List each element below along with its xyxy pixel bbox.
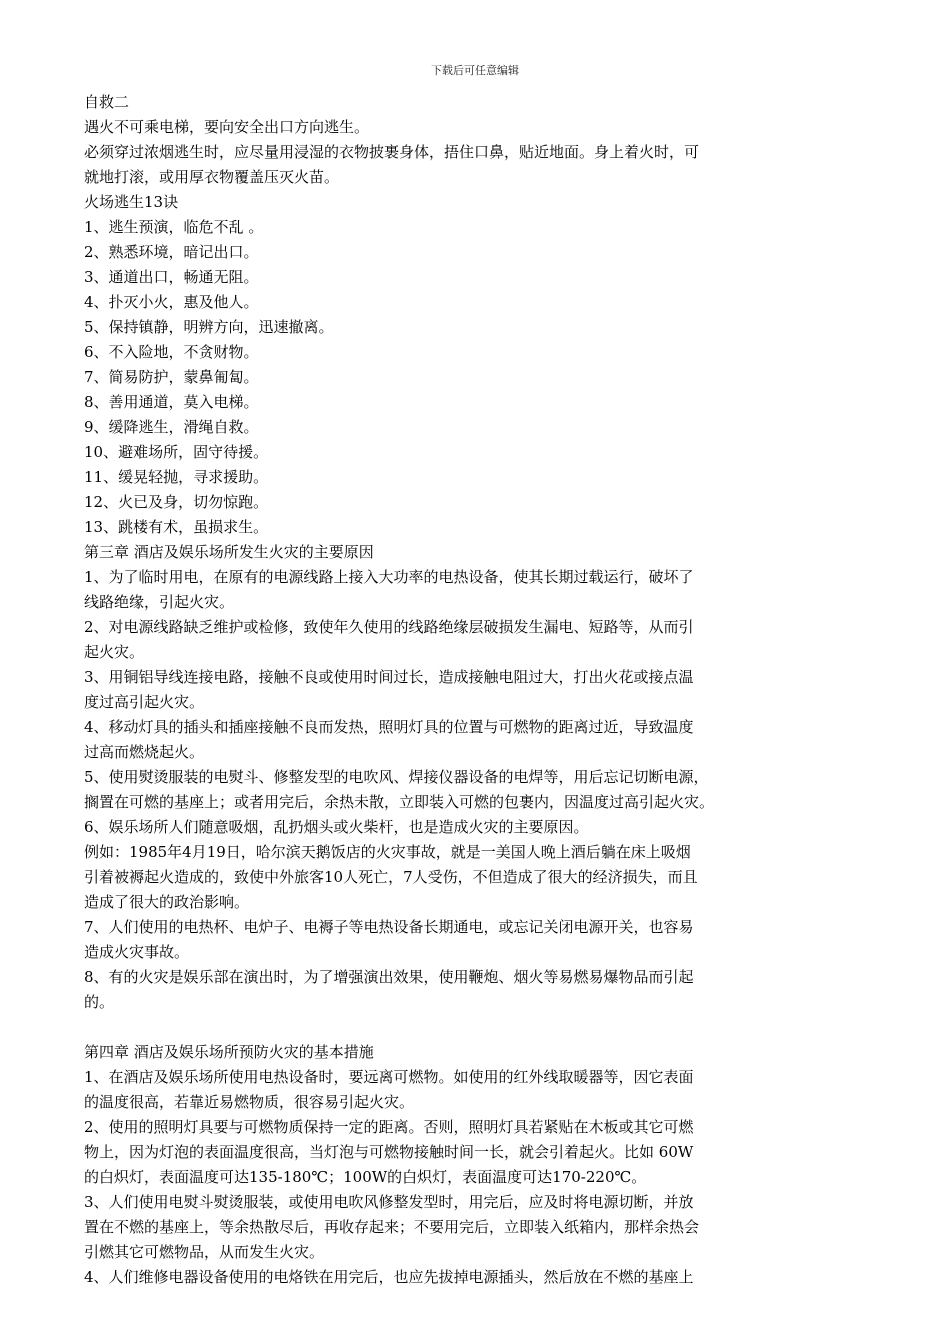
text-line: 搁置在可燃的基座上；或者用完后，余热未散，立即装入可燃的包裹内，因温度过高引起火灾。 bbox=[84, 793, 715, 811]
text-line: 的白炽灯，表面温度可达135-180℃；100W的白炽灯，表面温度可达170-220℃。 bbox=[84, 1168, 647, 1186]
text-line: 置在不燃的基座上，等余热散尽后，再收存起来；不要用完后，立即装入纸箱内，那样余热会 bbox=[84, 1218, 700, 1236]
text-line: 的。 bbox=[84, 993, 115, 1011]
blank-line bbox=[84, 1015, 874, 1040]
text-line: 11、缓晃轻抛，寻求援助。 bbox=[84, 468, 269, 486]
text-line: 起火灾。 bbox=[84, 643, 145, 661]
text-line: 3、人们使用电熨斗熨烫服装，或使用电吹风修整发型时，用完后，应及时将电源切断，并放 bbox=[84, 1193, 694, 1211]
text-line: 过高而燃烧起火。 bbox=[84, 743, 205, 761]
text-line: 物上，因为灯泡的表面温度很高，当灯泡与可燃物接触时间一长，就会引着起火。比如 60W bbox=[84, 1143, 694, 1161]
text-line: 12、火已及身，切勿惊跑。 bbox=[84, 493, 269, 511]
text-line: 例如：1985年4月19日，哈尔滨天鹅饭店的火灾事故，就是一美国人晚上酒后躺在床上吸烟 bbox=[84, 843, 691, 861]
text-line: 3、用铜铝导线连接电路，接触不良或使用时间过长，造成接触电阻过大，打出火花或接点温 bbox=[84, 668, 694, 686]
text-line: 4、人们维修电器设备使用的电烙铁在用完后，也应先拔掉电源插头，然后放在不燃的基座上 bbox=[84, 1268, 694, 1286]
text-line: 6、不入险地，不贪财物。 bbox=[84, 343, 259, 361]
text-line: 1、在酒店及娱乐场所使用电热设备时，要远离可燃物。如使用的红外线取暖器等，因它表面 bbox=[84, 1068, 694, 1086]
text-line: 2、熟悉环境，暗记出口。 bbox=[84, 243, 259, 261]
text-line: 2、使用的照明灯具要与可燃物质保持一定的距离。否则，照明灯具若紧贴在木板或其它可燃 bbox=[84, 1118, 694, 1136]
text-line: 造成火灾事故。 bbox=[84, 943, 190, 961]
text-line: 4、移动灯具的插头和插座接触不良而发热，照明灯具的位置与可燃物的距离过近，导致温度 bbox=[84, 718, 694, 736]
section-heading: 第三章 酒店及娱乐场所发生火灾的主要原因 bbox=[84, 543, 374, 561]
text-line: 引燃其它可燃物品，从而发生火灾。 bbox=[84, 1243, 325, 1261]
text-line: 8、善用通道，莫入电梯。 bbox=[84, 393, 259, 411]
text-line: 8、有的火灾是娱乐部在演出时，为了增强演出效果，使用鞭炮、烟火等易燃易爆物品而引起 bbox=[84, 968, 694, 986]
document-body bbox=[84, 90, 874, 1290]
section-heading: 火场逃生13诀 bbox=[84, 193, 179, 211]
text-line: 5、使用熨烫服装的电熨斗、修整发型的电吹风、焊接仪器设备的电焊等，用后忘记切断电源， bbox=[84, 768, 709, 786]
text-line: 1、逃生预演，临危不乱 。 bbox=[84, 218, 264, 236]
text-line: 引着被褥起火造成的，致使中外旅客10人死亡，7人受伤，不但造成了很大的经济损失，而且 bbox=[84, 868, 698, 886]
text-line: 的温度很高，若靠近易燃物质，很容易引起火灾。 bbox=[84, 1093, 415, 1111]
text-line: 4、扑灭小火，惠及他人。 bbox=[84, 293, 259, 311]
text-line: 2、对电源线路缺乏维护或检修，致使年久使用的线路绝缘层破损发生漏电、短路等，从而引 bbox=[84, 618, 694, 636]
text-line: 3、通道出口，畅通无阻。 bbox=[84, 268, 259, 286]
section-heading: 第四章 酒店及娱乐场所预防火灾的基本措施 bbox=[84, 1043, 374, 1061]
text-line: 造成了很大的政治影响。 bbox=[84, 893, 250, 911]
text-line: 遇火不可乘电梯，要向安全出口方向逃生。 bbox=[84, 118, 370, 136]
text-line: 就地打滚，或用厚衣物覆盖压灭火苗。 bbox=[84, 168, 340, 186]
text-line: 5、保持镇静，明辨方向，迅速撤离。 bbox=[84, 318, 334, 336]
text-line: 线路绝缘，引起火灾。 bbox=[84, 593, 235, 611]
text-line: 7、简易防护，蒙鼻匍匐。 bbox=[84, 368, 259, 386]
text-line: 9、缓降逃生，滑绳自救。 bbox=[84, 418, 259, 436]
text-line: 度过高引起火灾。 bbox=[84, 693, 205, 711]
text-line: 10、避难场所，固守待援。 bbox=[84, 443, 269, 461]
text-line: 7、人们使用的电热杯、电炉子、电褥子等电热设备长期通电，或忘记关闭电源开关，也容易 bbox=[84, 918, 694, 936]
text-line: 13、跳楼有术，虽损求生。 bbox=[84, 518, 269, 536]
text-line: 1、为了临时用电，在原有的电源线路上接入大功率的电热设备，使其长期过载运行，破坏了 bbox=[84, 568, 694, 586]
text-line: 6、娱乐场所人们随意吸烟，乱扔烟头或火柴杆，也是造成火灾的主要原因。 bbox=[84, 818, 589, 836]
section-heading: 自救二 bbox=[84, 93, 130, 111]
page-header-note: 下载后可任意编辑 bbox=[431, 64, 519, 77]
text-line: 必须穿过浓烟逃生时，应尽量用浸湿的衣物披裹身体，捂住口鼻，贴近地面。身上着火时，可 bbox=[84, 143, 700, 161]
